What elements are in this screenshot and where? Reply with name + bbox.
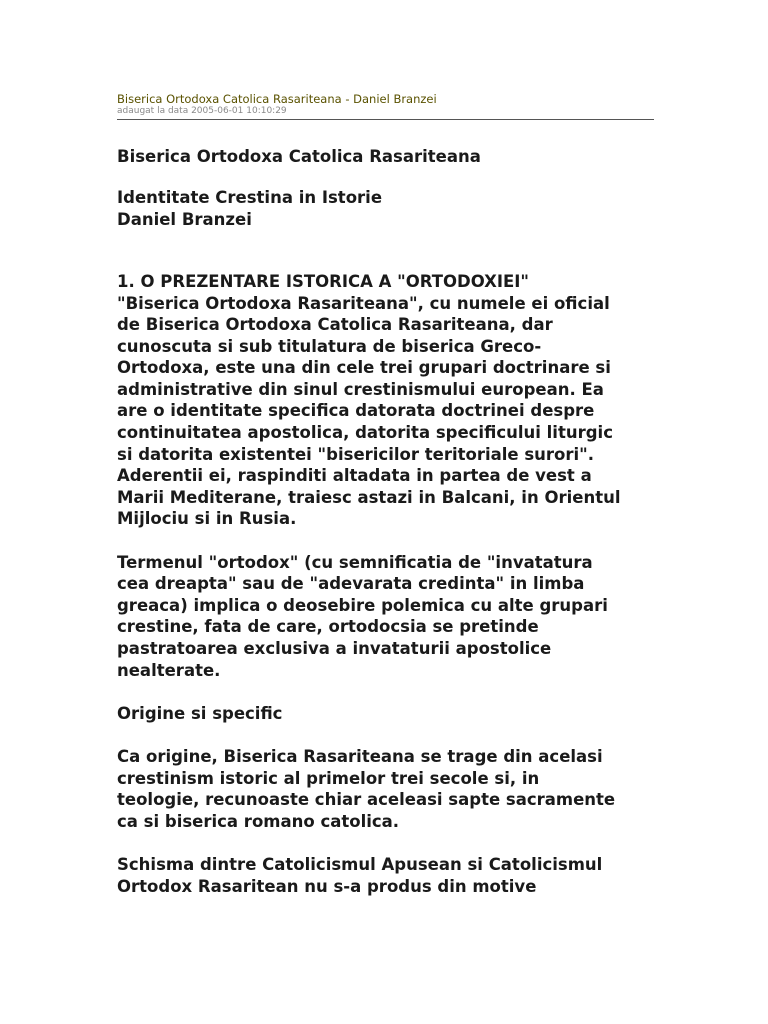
text-line: Aderentii ei, raspinditi altadata in partea de vest a [117,466,592,486]
paragraph-4 [117,854,655,897]
document-subtitle: Identitate Crestina in Istorie [117,188,383,207]
text-line: cea dreapta" sau de "adevarata credinta" in limba [117,574,585,594]
paragraph-3 [117,746,655,832]
text-line: nealterate. [117,660,221,680]
text-line: greaca) implica o deosebire polemica cu alte grupari [117,595,608,615]
text-line: Termenul "ortodox" (cu semnificatia de "invatatura [117,552,593,572]
text-line: ca si biserica romano catolica. [117,811,400,831]
subtitle-block [117,187,655,230]
section-1-heading: 1. O PREZENTARE ISTORICA A "ORTODOXIEI" [117,272,530,291]
text-line: crestinism istoric al primelor trei secole si, in [117,768,540,788]
text-line: Ortodox Rasaritean nu s-a produs din motive [117,876,537,896]
text-line: cunoscuta si sub titulatura de biserica Greco- [117,336,542,356]
text-line: si datorita existentei "bisericilor teritoriale surori". [117,444,595,464]
header-title: Biserica Ortodoxa Catolica Rasariteana - Daniel Branzei [117,92,437,106]
section-2-heading: Origine si specific [117,703,283,723]
section-1 [117,271,655,530]
text-line: "Biserica Ortodoxa Rasariteana", cu numele ei oficial [117,293,610,313]
text-line: continuitatea apostolica, datorita specificului liturgic [117,423,613,443]
text-line: Ca origine, Biserica Rasariteana se trage din acelasi [117,746,603,766]
paragraph-1 [117,293,655,531]
text-line: Schisma dintre Catolicismul Apusean si Catolicismul [117,854,603,874]
text-line: Mijlociu si in Rusia. [117,509,297,529]
text-line: administrative din sinul crestinismului european. Ea [117,379,604,399]
paragraph-2 [117,552,655,682]
text-line: Marii Mediterane, traiesc astazi in Balcani, in Orientul [117,487,621,507]
text-line: Ortodoxa, este una din cele trei grupari doctrinare si [117,358,611,378]
text-line: are o identitate specifica datorata doctrinei despre [117,401,595,421]
text-line: crestine, fata de care, ortodocsia se pretinde [117,617,539,637]
header-date: adaugat la data 2005-06-01 10:10:29 [117,106,287,116]
document-title: Biserica Ortodoxa Catolica Rasariteana [117,147,481,166]
document-header [117,92,655,120]
header-divider [117,119,654,120]
document-author: Daniel Branzei [117,209,252,229]
text-line: teologie, recunoaste chiar aceleasi sapte sacramente [117,790,616,810]
document-page [117,92,655,897]
text-line: de Biserica Ortodoxa Catolica Rasariteana, dar [117,315,553,335]
text-line: pastratoarea exclusiva a invataturii apostolice [117,639,552,658]
